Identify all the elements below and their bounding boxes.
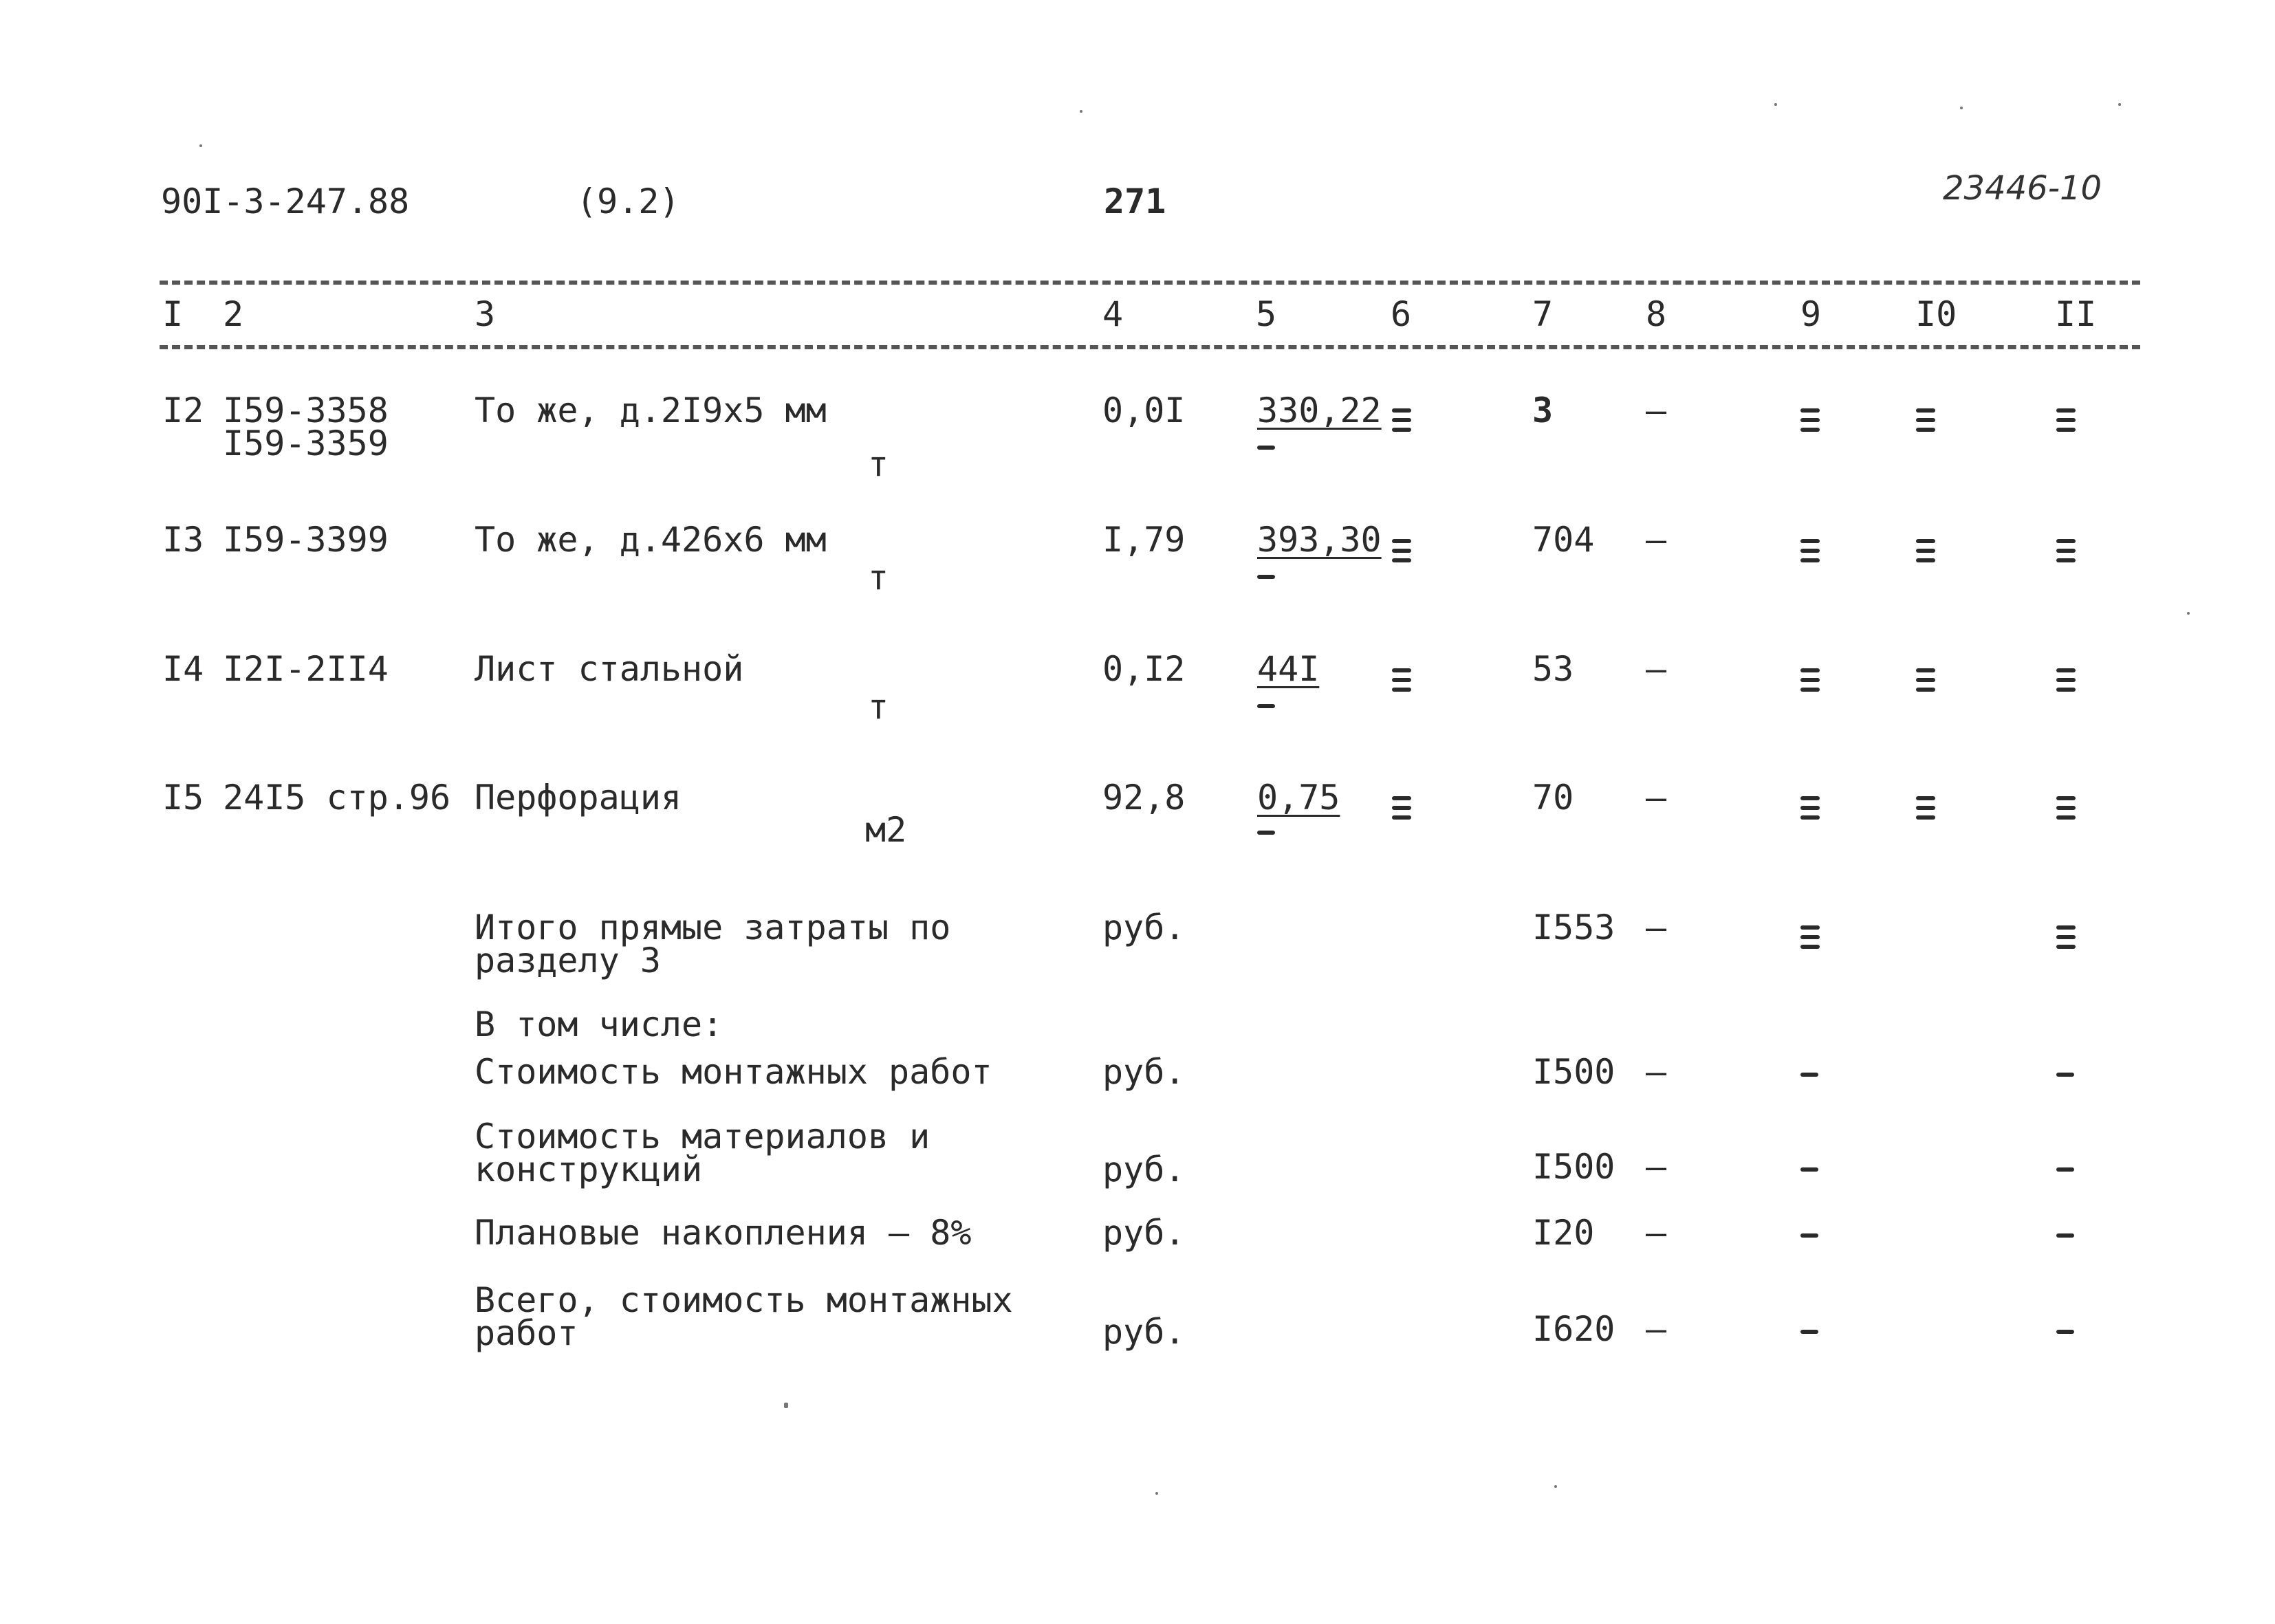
item-name: Лист стальной — [475, 649, 744, 689]
unit: м2 — [865, 810, 907, 850]
unit: т — [868, 687, 889, 727]
dash-cell: – — [1646, 649, 1667, 689]
ditto-mark — [1916, 539, 1935, 568]
ditto-mark — [1257, 831, 1275, 835]
scan-speck — [2187, 612, 2190, 615]
scan-speck — [1554, 1485, 1557, 1488]
summary-label: Всего, стоимость монтажных — [475, 1280, 1013, 1320]
quantity: 92,8 — [1102, 778, 1186, 818]
row-number: I4 — [162, 649, 204, 689]
ditto-mark — [2056, 408, 2076, 437]
total-cost: 70 — [1532, 778, 1574, 818]
summary-unit: руб. — [1102, 1213, 1186, 1253]
summary-label: Стоимость материалов и — [475, 1117, 930, 1156]
column-header-3: 3 — [475, 294, 496, 334]
ditto-mark — [1800, 668, 1820, 697]
unit: т — [868, 444, 889, 484]
header-rule-top — [160, 281, 2140, 285]
quantity: 0,I2 — [1102, 649, 1186, 689]
ditto-mark — [1916, 668, 1935, 697]
summary-label: Итого прямые затраты по — [475, 908, 951, 947]
ditto-mark — [1392, 796, 1411, 825]
header-rule-bottom — [160, 345, 2140, 349]
scan-speck — [1960, 107, 1963, 109]
ditto-mark — [1392, 668, 1411, 697]
unit-price: 44I — [1257, 649, 1320, 689]
scan-speck — [1155, 1492, 1158, 1495]
dash-cell: – — [1646, 1052, 1667, 1092]
dash-mark — [2056, 1233, 2074, 1238]
summary-total: I553 — [1532, 908, 1615, 947]
ditto-mark — [1916, 796, 1935, 825]
ditto-mark — [1257, 446, 1275, 450]
summary-unit: руб. — [1102, 1312, 1186, 1352]
total-cost: 53 — [1532, 649, 1574, 689]
price-code: 24I5 стр.96 — [223, 778, 451, 818]
price-code: I59-3358 — [223, 391, 389, 430]
ditto-mark — [1257, 575, 1275, 579]
summary-label-cont: конструкций — [475, 1150, 703, 1189]
column-header-5: 5 — [1256, 294, 1277, 334]
ditto-mark — [1392, 408, 1411, 437]
summary-total: I500 — [1532, 1052, 1615, 1092]
scan-speck — [784, 1403, 788, 1408]
dash-cell: – — [1646, 391, 1667, 430]
dash-mark — [2056, 1167, 2074, 1172]
row-number: I5 — [162, 778, 204, 818]
ditto-mark — [1800, 796, 1820, 825]
dash-cell: – — [1646, 1213, 1667, 1253]
item-name: То же, д.2I9х5 мм — [475, 391, 827, 430]
quantity: 0,0I — [1102, 391, 1186, 430]
row-number: I3 — [162, 520, 204, 560]
column-header-9: 9 — [1800, 294, 1822, 334]
column-header-7: 7 — [1532, 294, 1554, 334]
total-cost: 3 — [1532, 391, 1554, 430]
unit-price: 330,22 — [1257, 391, 1382, 430]
column-header-8: 8 — [1646, 294, 1667, 334]
dash-cell: – — [1646, 1309, 1667, 1349]
row-number: I2 — [162, 391, 204, 430]
ditto-mark — [1257, 704, 1275, 708]
column-header-2: 2 — [223, 294, 244, 334]
scan-speck — [1774, 103, 1777, 106]
summary-unit: руб. — [1102, 908, 1186, 947]
ditto-mark — [2056, 539, 2076, 568]
subtotal-heading: В том числе: — [475, 1005, 723, 1044]
summary-label-cont: разделу 3 — [475, 941, 661, 980]
scan-speck — [2118, 103, 2121, 106]
column-header-6: 6 — [1391, 294, 1412, 334]
summary-label-cont: работ — [475, 1313, 578, 1353]
summary-unit: руб. — [1102, 1052, 1186, 1092]
unit: т — [868, 558, 889, 597]
archive-stamp: 23446-10 — [1943, 169, 2102, 208]
dash-mark — [1800, 1330, 1818, 1334]
section-number: (9.2) — [576, 182, 680, 221]
ditto-mark — [1800, 539, 1820, 568]
dash-cell: – — [1646, 1147, 1667, 1187]
summary-label: Стоимость монтажных работ — [475, 1052, 992, 1092]
dash-cell: – — [1646, 908, 1667, 947]
ditto-mark — [1916, 408, 1935, 437]
dash-mark — [1800, 1073, 1818, 1077]
column-header-1: I — [162, 294, 184, 334]
dash-mark — [2056, 1330, 2074, 1334]
summary-total: I620 — [1532, 1309, 1615, 1349]
total-cost: 704 — [1532, 520, 1595, 560]
ditto-mark — [2056, 925, 2076, 954]
column-header-4: 4 — [1102, 294, 1124, 334]
ditto-mark — [2056, 796, 2076, 825]
price-code-secondary: I59-3359 — [223, 424, 389, 463]
price-code: I2I-2II4 — [223, 649, 389, 689]
column-header-11: II — [2055, 294, 2097, 334]
dash-mark — [1800, 1233, 1818, 1238]
unit-price: 393,30 — [1257, 520, 1382, 560]
page-number: 271 — [1104, 182, 1166, 221]
summary-unit: руб. — [1102, 1150, 1186, 1189]
item-name: То же, д.426х6 мм — [475, 520, 827, 560]
ditto-mark — [1392, 539, 1411, 568]
dash-cell: – — [1646, 520, 1667, 560]
summary-total: I20 — [1532, 1213, 1595, 1253]
ditto-mark — [1800, 925, 1820, 954]
summary-label: Плановые накопления – 8% — [475, 1213, 972, 1253]
ditto-mark — [2056, 668, 2076, 697]
summary-total: I500 — [1532, 1147, 1615, 1187]
quantity: I,79 — [1102, 520, 1186, 560]
column-header-10: I0 — [1915, 294, 1957, 334]
dash-mark — [1800, 1167, 1818, 1172]
scan-speck — [1080, 110, 1082, 113]
ditto-mark — [1800, 408, 1820, 437]
unit-price: 0,75 — [1257, 778, 1340, 818]
dash-cell: – — [1646, 778, 1667, 818]
scan-speck — [199, 144, 202, 147]
price-code: I59-3399 — [223, 520, 389, 560]
dash-mark — [2056, 1073, 2074, 1077]
document-code: 90I-3-247.88 — [161, 182, 410, 221]
item-name: Перфорация — [475, 778, 682, 818]
